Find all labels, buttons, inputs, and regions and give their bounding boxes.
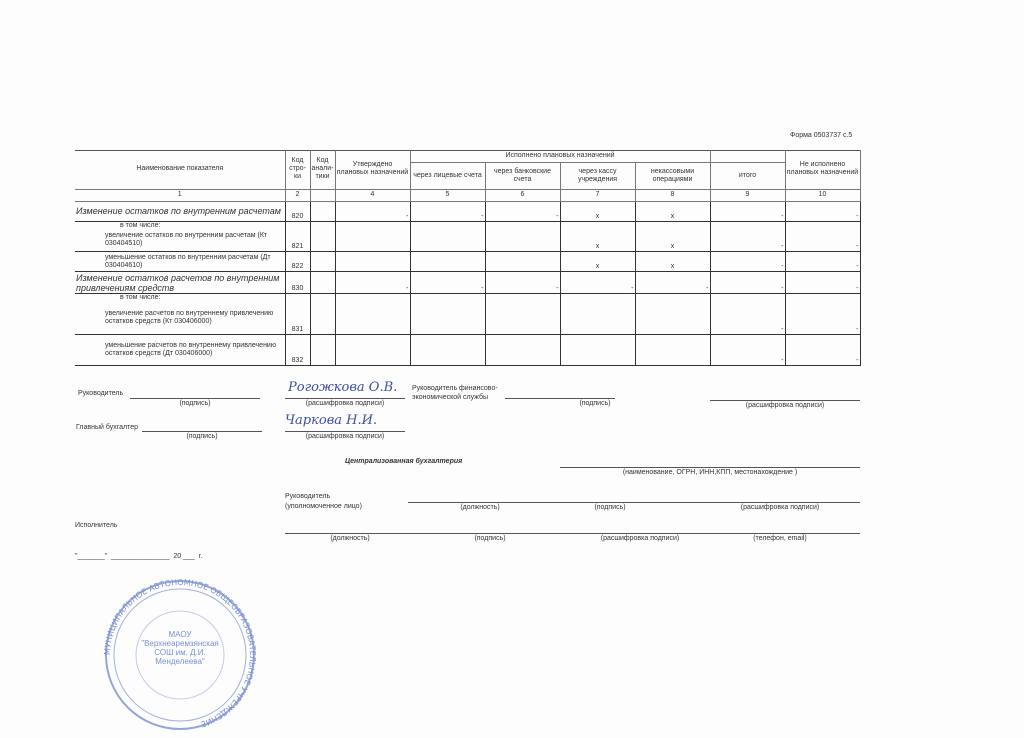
- header-bankovskie: через банковские счета: [485, 162, 560, 189]
- stamp-ring-text: МУНИЦИПАЛЬНОЕ АВТОНОМНОЕ ОБЩЕОБРАЗОВАТЕЛЬНОЕ УЧРЕЖДЕНИЕ: [102, 577, 258, 729]
- value-cell: [560, 334, 635, 365]
- col-number: 1: [75, 189, 285, 201]
- col-number: 4: [335, 189, 410, 201]
- naimenovanie-caption: (наименование, ОГРН, ИНН,КПП, местонахождение ): [622, 469, 798, 476]
- form-label: Форма 0503737 с.5: [790, 132, 853, 139]
- header-ne-ispolneno: Не исполнено плановых назначений: [785, 150, 860, 189]
- ispolnitel-label: Исполнитель: [75, 522, 118, 529]
- row-code: 821: [285, 221, 310, 252]
- row-name: Изменение остатков по внутренним расчетам: [75, 201, 285, 221]
- value-cell: -: [785, 272, 860, 294]
- value-cell: [485, 334, 560, 365]
- fin-podpis-caption: (подпись): [579, 400, 611, 407]
- centr-buh-label: Централизованная бухгалтерия: [345, 458, 463, 465]
- ruk-upoln-label: Руководитель: [285, 493, 331, 500]
- value-cell: [335, 294, 410, 335]
- value-cell: -: [560, 272, 635, 294]
- value-cell: [410, 221, 485, 252]
- header-kod-stroki: Код стро- ки: [285, 150, 310, 189]
- value-cell: [335, 334, 410, 365]
- isp-telefon-caption: (телефон, email): [753, 535, 807, 542]
- header-kod-analitiki: Код анали- тики: [310, 150, 335, 189]
- rukovoditel-name-line: [285, 398, 405, 399]
- value-cell: -: [710, 272, 785, 294]
- value-cell: x: [635, 252, 710, 272]
- value-cell: -: [335, 201, 410, 221]
- row-name: увеличение остатков по внутренним расчетам (Кт 030404510): [75, 230, 285, 252]
- value-cell: -: [410, 272, 485, 294]
- value-cell: [635, 294, 710, 335]
- glavbuh-rasshifrovka-caption: (расшифровка подписи): [305, 433, 385, 440]
- fin-name-line: [710, 400, 860, 401]
- value-cell: [485, 294, 560, 335]
- row-code: 831: [285, 294, 310, 335]
- row-code: 820: [285, 201, 310, 221]
- value-cell: [335, 252, 410, 272]
- fin-sign-line: [505, 398, 615, 399]
- value-cell: [485, 221, 560, 252]
- rukovoditel-podpis-caption: (подпись): [179, 400, 211, 407]
- value-cell: x: [635, 201, 710, 221]
- official-stamp: [100, 575, 260, 735]
- value-cell: [410, 334, 485, 365]
- upoln-label: (уполномоченное лицо): [285, 503, 362, 510]
- value-cell: [485, 252, 560, 272]
- stamp-center-text: МАОУ "Верхнеаремзянская СОШ им. Д.И. Менделеева": [141, 630, 219, 666]
- isp-rasshifrovka-caption: (расшифровка подписи): [600, 535, 680, 542]
- glavbuh-name-line: [285, 431, 405, 432]
- report-table: [75, 150, 861, 366]
- row-code: 822: [285, 252, 310, 272]
- col-number: 9: [710, 189, 785, 201]
- value-cell: -: [710, 294, 785, 335]
- col-number: 10: [785, 189, 860, 201]
- value-cell: -: [710, 221, 785, 252]
- kod-analitiki-cell: [310, 201, 335, 221]
- value-cell: -: [785, 221, 860, 252]
- row-code: 832: [285, 334, 310, 365]
- row-name: увеличение расчетов по внутреннему привлечению остатков средств (Кт 030406000): [75, 302, 285, 334]
- glavbuh-podpis-caption: (подпись): [186, 433, 218, 440]
- value-cell: x: [560, 221, 635, 252]
- table-row: [75, 201, 860, 221]
- row-code: 830: [285, 272, 310, 294]
- header-licevye: через лицевые счета: [410, 162, 485, 189]
- date-line: "_______" _______________ 20 ___ г.: [75, 553, 203, 560]
- col-number: 6: [485, 189, 560, 201]
- kod-analitiki-cell: [310, 294, 335, 335]
- value-cell: x: [635, 221, 710, 252]
- value-cell: x: [560, 201, 635, 221]
- value-cell: [335, 221, 410, 252]
- glavbuh-sign-line: [142, 431, 262, 432]
- centr-buh-line: [560, 467, 860, 468]
- ruk-upoln-line: [408, 502, 860, 503]
- header-blank: [710, 150, 785, 162]
- value-cell: -: [635, 272, 710, 294]
- kod-analitiki-cell: [310, 221, 335, 252]
- kod-analitiki-cell: [310, 252, 335, 272]
- header-itogo: итого: [710, 162, 785, 189]
- value-cell: [560, 294, 635, 335]
- rukovoditel-label: Руководитель: [78, 390, 124, 397]
- value-cell: -: [485, 201, 560, 221]
- value-cell: -: [785, 252, 860, 272]
- value-cell: -: [710, 201, 785, 221]
- table-row: [75, 294, 860, 303]
- table-row: [75, 334, 860, 365]
- ruk-rasshifrovka-caption: (расшифровка подписи): [740, 504, 820, 511]
- header-name: Наименование показателя: [75, 150, 285, 189]
- value-cell: -: [410, 201, 485, 221]
- col-number: 2: [285, 189, 310, 201]
- ispolnitel-line: [285, 533, 860, 534]
- row-name: уменьшение остатков по внутренним расчетам (Дт 030404610): [75, 252, 285, 272]
- glavbuh-signature: Чаркова Н.И.: [285, 413, 378, 428]
- kod-analitiki-cell: [310, 334, 335, 365]
- header-nekassovymi: некассовыми операциями: [635, 162, 710, 189]
- value-cell: [410, 252, 485, 272]
- value-cell: -: [335, 272, 410, 294]
- ruk-podpis-caption: (подпись): [594, 504, 626, 511]
- value-cell: x: [560, 252, 635, 272]
- row-name: в том числе:: [75, 294, 285, 303]
- isp-podpis-caption: (подпись): [474, 535, 506, 542]
- rukovoditel-signature: Рогожкова О.В.: [288, 380, 398, 395]
- header-kassu: через кассу учреждения: [560, 162, 635, 189]
- value-cell: -: [710, 252, 785, 272]
- col-number: 7: [560, 189, 635, 201]
- rukovoditel-sign-line: [130, 398, 260, 399]
- row-name: Изменение остатков расчетов по внутренним привлечениям средств: [75, 272, 285, 294]
- ruk-dolzhnost-caption: (должность): [460, 504, 500, 511]
- col-number: 8: [635, 189, 710, 201]
- value-cell: -: [785, 294, 860, 335]
- isp-dolzhnost-caption: (должность): [330, 535, 370, 542]
- table-row: [75, 221, 860, 230]
- value-cell: -: [710, 334, 785, 365]
- kod-analitiki-cell: [310, 272, 335, 294]
- value-cell: [635, 334, 710, 365]
- glavbuh-label: Главный бухгалтер: [76, 424, 138, 431]
- row-name: в том числе:: [75, 221, 285, 230]
- rukovoditel-rasshifrovka-caption: (расшифровка подписи): [305, 400, 385, 407]
- row-name: уменьшение расчетов по внутреннему привлечению остатков средств (Дт 030406000): [75, 334, 285, 365]
- header-utverzhdeno: Утверждено плановых назначений: [335, 150, 410, 189]
- value-cell: -: [785, 334, 860, 365]
- value-cell: -: [485, 272, 560, 294]
- fin-ruk-label: Руководитель финансово-экономической службы: [412, 385, 498, 401]
- col-number: [310, 189, 335, 201]
- col-number: 5: [410, 189, 485, 201]
- value-cell: -: [785, 201, 860, 221]
- fin-rasshifrovka-caption: (расшифровка подписи): [745, 402, 825, 409]
- value-cell: [410, 294, 485, 335]
- table-row: [75, 252, 860, 272]
- header-ispolneno: Исполнено плановых назначений: [410, 150, 710, 162]
- table-row: [75, 272, 860, 294]
